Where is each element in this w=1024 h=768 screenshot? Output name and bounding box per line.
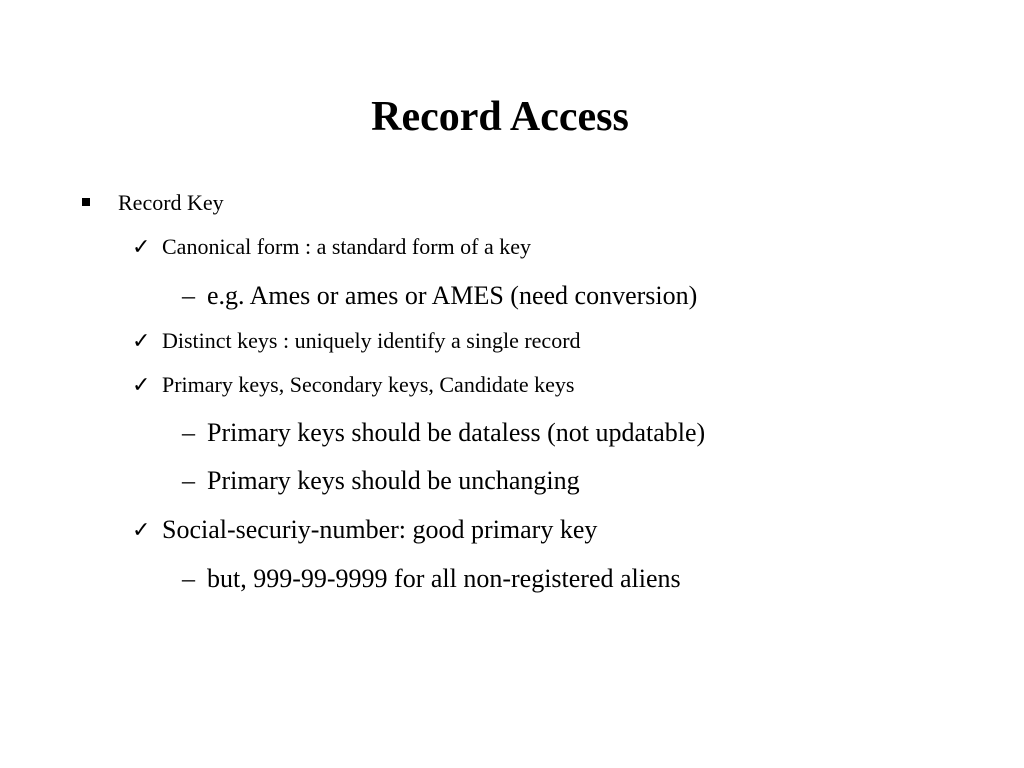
square-bullet-icon <box>82 198 90 206</box>
dash-bullet-icon: – <box>182 281 195 310</box>
bullet-text: Record Key <box>118 190 224 215</box>
dash-item <box>182 466 882 498</box>
check-item <box>132 515 832 547</box>
check-icon: ✓ <box>132 234 151 259</box>
dash-item <box>182 564 882 596</box>
dash-item <box>182 281 882 313</box>
dash-item-text: Primary keys should be dataless (not updatable) <box>207 418 706 447</box>
check-item <box>132 372 732 400</box>
check-icon: ✓ <box>132 372 151 397</box>
check-item <box>132 234 732 262</box>
dash-item <box>182 418 882 450</box>
dash-item-text: e.g. Ames or ames or AMES (need conversion) <box>207 281 698 310</box>
check-item-text: Primary keys, Secondary keys, Candidate keys <box>162 372 575 397</box>
bullet-item <box>80 190 480 218</box>
check-item <box>132 328 732 356</box>
dash-bullet-icon: – <box>182 564 195 593</box>
dash-bullet-icon: – <box>182 418 195 447</box>
dash-item-text: Primary keys should be unchanging <box>207 466 580 495</box>
check-item-text: Canonical form : a standard form of a key <box>162 234 531 259</box>
dash-bullet-icon: – <box>182 466 195 495</box>
slide-title: Record Access <box>371 94 629 140</box>
check-icon: ✓ <box>132 328 151 353</box>
check-icon: ✓ <box>132 517 151 542</box>
check-item-text: Distinct keys : uniquely identify a single record <box>162 328 581 353</box>
dash-item-text: but, 999-99-9999 for all non-registered aliens <box>207 564 681 593</box>
check-item-text: Social-securiy-number: good primary key <box>162 515 598 544</box>
